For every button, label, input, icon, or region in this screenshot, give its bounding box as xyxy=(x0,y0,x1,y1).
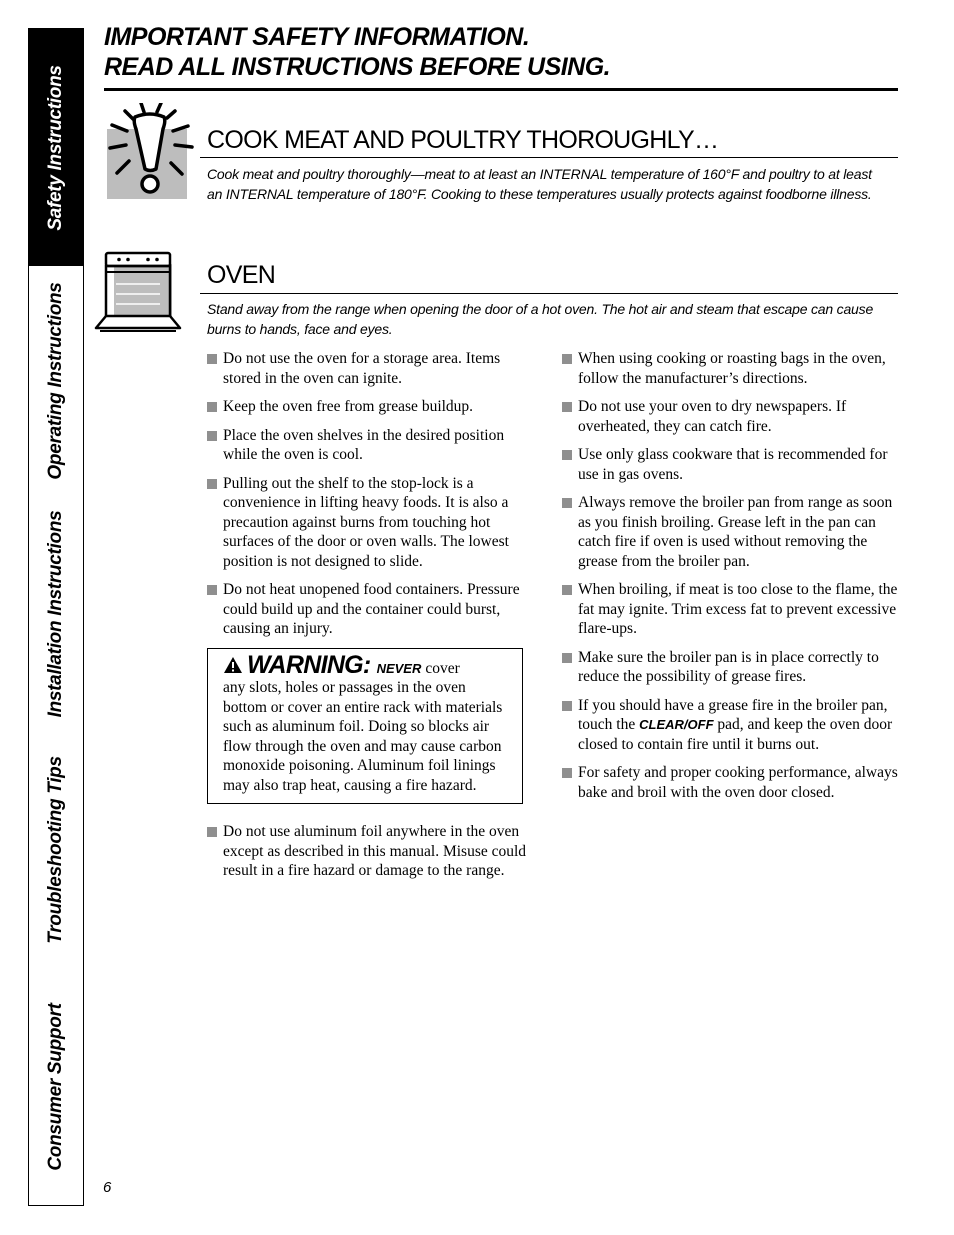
warning-triangle-icon xyxy=(223,656,243,674)
list-item xyxy=(562,397,898,436)
bullet-text: Use only glass cookware that is recommended for use in gas ovens. xyxy=(578,446,888,483)
page-number: 6 xyxy=(103,1179,112,1196)
bullet-square-icon xyxy=(562,402,572,412)
bullet-square-icon xyxy=(207,402,217,412)
warning-label: WARNING: xyxy=(247,650,371,679)
tab-label: Safety Instructions xyxy=(45,65,66,231)
tab-installation-instructions[interactable] xyxy=(28,496,84,733)
oven-icon xyxy=(94,250,190,334)
clear-off-pad-label: CLEAR/OFF xyxy=(639,717,714,732)
bullet-text: Do not heat unopened food containers. Pressure could build up and the container could burst, causing an injury. xyxy=(223,581,520,637)
bullet-text: Always remove the broiler pan from range as soon as you finish broiling. Grease left in the pan can catch fire if oven is used without removing the grease from the broiler pan. xyxy=(578,494,893,570)
side-tab-bar xyxy=(28,28,84,1206)
page-title-line-2: READ ALL INSTRUCTIONS BEFORE USING. xyxy=(104,53,611,81)
section-heading-cook: COOK MEAT AND POULTRY THOROUGHLY… xyxy=(207,126,719,154)
bullet-text: Keep the oven free from grease buildup. xyxy=(223,398,474,415)
list-item xyxy=(207,349,527,388)
bullet-text: Do not use the oven for a storage area. Items stored in the oven can ignite. xyxy=(223,350,501,387)
bullet-text: When using cooking or roasting bags in the oven, follow the manufacturer’s directions. xyxy=(578,350,886,387)
tab-safety-instructions[interactable] xyxy=(28,28,84,268)
list-item xyxy=(207,397,527,417)
section-heading-oven: OVEN xyxy=(207,261,276,289)
tab-label: Operating Instructions xyxy=(45,282,66,480)
list-item xyxy=(207,822,527,881)
bullet-square-icon xyxy=(562,354,572,364)
list-item xyxy=(562,445,898,484)
warning-text: any slots, holes or passages in the oven bottom or cover an entire rack with materials such as aluminum foil. Doing so blocks air flow through the oven and may cause carbon monoxide poisoning. Aluminum foil linings may also trap heat, causing a fire hazard. xyxy=(223,679,503,794)
bullet-text: Place the oven shelves in the desired position while the oven is cool. xyxy=(223,426,505,463)
bullet-square-icon xyxy=(207,431,217,441)
tab-operating-instructions[interactable] xyxy=(28,266,84,497)
bullet-square-icon xyxy=(207,827,217,837)
list-item xyxy=(562,349,898,388)
tab-label: Troubleshooting Tips xyxy=(45,756,66,944)
warning-box xyxy=(207,648,523,805)
bullet-text: Do not use aluminum foil anywhere in the oven except as described in this manual. Misuse could result in a fire hazard or damage to the range. xyxy=(223,823,527,879)
section-rule xyxy=(200,293,898,294)
list-item xyxy=(562,763,898,802)
bullet-text-after: pad, and keep the oven door closed to contain fire until it burns out. xyxy=(578,716,893,753)
tab-consumer-support[interactable] xyxy=(28,968,84,1206)
bullet-square-icon xyxy=(562,768,572,778)
list-item xyxy=(207,474,527,572)
bullet-square-icon xyxy=(207,354,217,364)
bullet-square-icon xyxy=(562,653,572,663)
bullet-square-icon xyxy=(562,450,572,460)
safety-alert-icon xyxy=(104,103,196,199)
tab-troubleshooting-tips[interactable] xyxy=(28,732,84,969)
list-item xyxy=(562,580,898,639)
bullet-text: Do not use your oven to dry newspapers. If overheated, they can catch fire. xyxy=(578,398,847,435)
bullet-square-icon xyxy=(207,479,217,489)
list-item xyxy=(562,648,898,687)
warning-heading xyxy=(223,650,460,679)
bullet-text: Make sure the broiler pan is in place correctly to reduce the possibility of grease fires. xyxy=(578,648,879,685)
bullet-square-icon xyxy=(562,585,572,595)
page-title xyxy=(104,22,898,91)
list-item xyxy=(562,696,898,755)
list-item xyxy=(562,493,898,571)
bullet-text: When broiling, if meat is too close to the flame, the fat may ignite. Trim excess fat to prevent excessive flare-ups. xyxy=(578,581,898,637)
list-item xyxy=(207,426,527,465)
warning-text-first: cover xyxy=(425,659,460,677)
page-title-line-1: IMPORTANT SAFETY INFORMATION. xyxy=(104,23,530,51)
bullet-text: For safety and proper cooking performance, always bake and broil with the oven door closed. xyxy=(578,764,898,801)
section-body-cook: Cook meat and poultry thoroughly—meat to at least an INTERNAL temperature of 160°F and poultry to at least an INTERNAL temperature of 180°F. Cooking to these temperatures usually protects against foodborne illness. xyxy=(207,166,872,202)
section-intro-oven: Stand away from the range when opening the door of a hot oven. The hot air and steam that escape can cause burns to hands, face and eyes. xyxy=(207,301,874,337)
warning-never: NEVER xyxy=(376,660,422,676)
tab-label: Installation Instructions xyxy=(45,510,66,718)
bullet-text: Pulling out the shelf to the stop-lock is a convenience in lifting heavy foods. It is also a precaution against burns from touching hot surfaces of the door or oven walls. The lowest position is not designed to slide. xyxy=(223,474,509,570)
bullet-square-icon xyxy=(207,585,217,595)
section-rule xyxy=(200,157,898,158)
bullet-square-icon xyxy=(562,701,572,711)
oven-left-column xyxy=(207,349,527,890)
list-item xyxy=(207,580,527,639)
tab-label: Consumer Support xyxy=(45,1002,66,1171)
bullet-square-icon xyxy=(562,498,572,508)
bullet-text-before: If you should have a grease fire in the broiler pan, touch the xyxy=(578,696,888,733)
oven-right-column xyxy=(562,349,898,811)
